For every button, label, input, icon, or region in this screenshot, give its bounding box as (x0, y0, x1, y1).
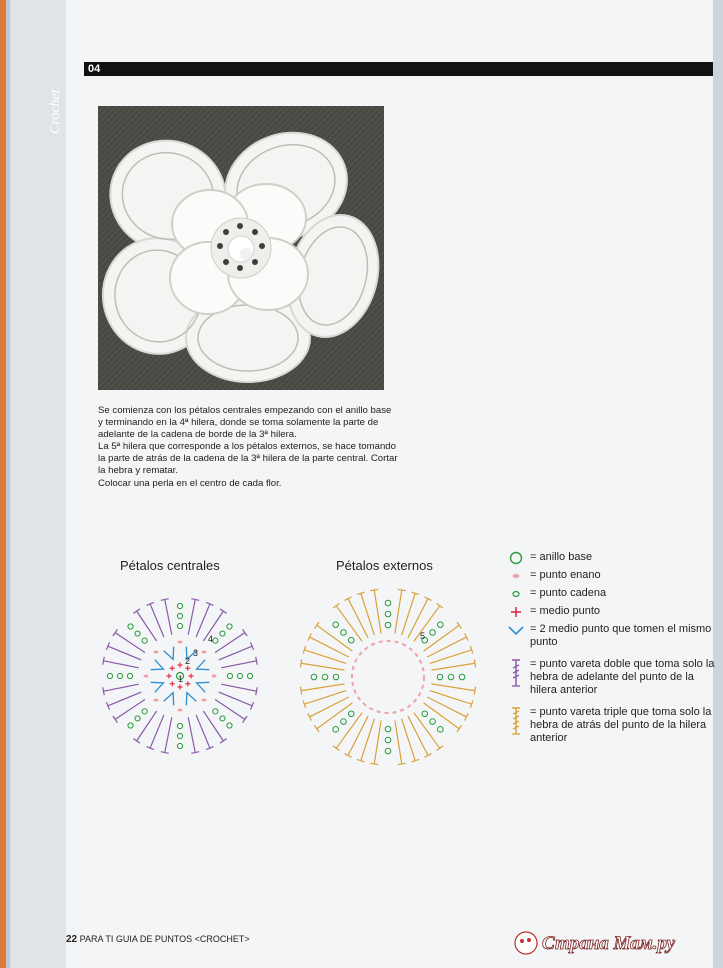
legend-label: = punto vareta triple que toma solo la hebra de atrás del punto de la hilera anterior (530, 706, 712, 744)
double-treble-stitch (219, 692, 252, 706)
chain-icon (177, 623, 182, 628)
external-petals-title: Pétalos externos (336, 558, 433, 573)
legend-label: = punto vareta doble que toma solo la hebra de adelante del punto de la hilera anterior (530, 658, 715, 696)
chain-icon (177, 723, 182, 728)
double-treble-stitch (219, 646, 252, 660)
chain-icon (311, 674, 317, 680)
row-label: 5 (420, 631, 426, 641)
stitch-top-bar (220, 609, 227, 613)
single-crochet-icon (177, 663, 182, 668)
double-treble-stitch (203, 611, 223, 641)
stitch-top-bar (256, 687, 258, 695)
legend-item (506, 605, 716, 618)
increase-icon (151, 682, 164, 692)
chain-icon (385, 622, 391, 628)
stitch-top-bar (436, 603, 442, 608)
stitch-top-bar (436, 746, 442, 751)
chain-icon (117, 673, 122, 678)
flower-photo (98, 106, 384, 390)
double-treble-stitch (108, 646, 141, 660)
stitch-top-bar (474, 659, 475, 667)
stitch-top-bar (314, 725, 319, 731)
stitch-top-bar (161, 599, 169, 601)
chain-icon (422, 711, 428, 717)
chain-icon (220, 716, 225, 721)
triple-treble-stitch (336, 713, 362, 749)
stitch-top-bar (161, 752, 169, 754)
double-treble-stitch (108, 692, 141, 706)
legend-item (506, 569, 716, 582)
legend-label: = medio punto (530, 605, 601, 617)
single-crochet-icon (178, 684, 183, 689)
chain-icon (177, 613, 182, 618)
single-crochet-icon (167, 674, 172, 679)
legend-item (506, 587, 716, 600)
triple-treble-stitch (336, 606, 362, 642)
chain-icon (127, 673, 132, 678)
svg-text:Страна Мам.ру (542, 933, 676, 954)
slip-stitch-icon (178, 708, 183, 711)
triple-treble-stitch (414, 606, 440, 642)
slip-stitch-icon (202, 698, 207, 701)
chain-icon (135, 716, 140, 721)
double-treble-stitch (221, 661, 256, 668)
double-treble-stitch (215, 633, 245, 653)
chain-icon (142, 709, 147, 714)
chain-icon (322, 674, 328, 680)
chain-icon (128, 723, 133, 728)
increase-icon (164, 693, 174, 706)
double-treble-stitch (188, 599, 195, 634)
stitch-top-bar (457, 622, 462, 628)
stitch-top-bar (333, 603, 339, 608)
increase-icon (151, 660, 164, 670)
increase-icon (164, 647, 174, 660)
crochet-flower-image (98, 106, 384, 390)
triple-treble-stitch (317, 703, 353, 729)
legend-label: = punto cadena (530, 587, 607, 599)
chain-icon (227, 624, 232, 629)
stitch-top-bar (243, 629, 247, 636)
increase-icon (197, 682, 210, 692)
stitch-top-bar (457, 725, 462, 731)
chain-icon (437, 674, 443, 680)
page-number: 22 (66, 934, 78, 945)
chain-icon (348, 711, 354, 717)
double-treble-stitch (115, 633, 145, 653)
legend-label: = punto enano (530, 569, 601, 581)
single-crochet-icon (506, 605, 526, 619)
slip-stitch-ring (352, 641, 424, 713)
stitch-top-bar (133, 739, 140, 743)
page-edge (713, 0, 723, 968)
triple-treble-stitch (424, 703, 460, 729)
stitch-top-bar (243, 716, 247, 723)
triple-treble-stitch (374, 720, 381, 763)
stitch-top-bar (300, 659, 301, 667)
side-title: Crochet (48, 89, 63, 134)
stitch-top-bar (398, 589, 406, 590)
slip-stitch-icon (153, 651, 158, 654)
chain-icon (142, 638, 147, 643)
double-treble-stitch (196, 604, 210, 637)
instructions-paragraph: La 5ª hilera que corresponde a los pétalos externos, se hace tomando la parte de atrás de la cadena de la 3ª hilera de la parte central. Cortar la hebra y rematar. (98, 441, 398, 477)
chain-icon (430, 630, 436, 636)
triple-treble-stitch (431, 663, 474, 670)
chain-icon (430, 719, 436, 725)
instructions-paragraph: Colocar una perla en el centro de cada flor. (98, 477, 282, 489)
slip-stitch-icon (201, 650, 206, 653)
site-watermark (512, 928, 712, 956)
publication-name: PARA TI GUIA DE PUNTOS <CROCHET> (79, 934, 250, 944)
single-crochet-icon (185, 681, 190, 686)
stitch-top-bar (103, 657, 105, 665)
triple-treble-stitch (374, 590, 381, 633)
legend-label: = anillo base (530, 551, 593, 563)
single-crochet-icon (185, 666, 190, 671)
chain-icon (459, 674, 465, 680)
instructions-text (98, 405, 398, 490)
chain-icon (348, 637, 354, 643)
central-petals-title: Pétalos centrales (120, 558, 220, 573)
triple-treble-stitch (431, 684, 474, 691)
stitch-top-bar (113, 716, 117, 723)
chain-icon (385, 611, 391, 617)
triple-treble-stitch (301, 684, 344, 691)
stitch-top-bar (191, 599, 199, 601)
stitch-top-bar (370, 763, 378, 764)
legend-item (506, 551, 716, 564)
stitch-top-bar (133, 609, 140, 613)
stitch-top-bar (398, 763, 406, 764)
slip-stitch-icon (506, 569, 526, 583)
stitch-top-bar (191, 752, 199, 754)
chain-icon (220, 631, 225, 636)
double-treble-stitch (150, 715, 164, 748)
single-crochet-icon (188, 673, 193, 678)
chain-icon (213, 638, 218, 643)
triple-treble-stitch (424, 625, 460, 651)
triple-treble-stitch (395, 590, 402, 633)
watermark-suffix: .ру (652, 933, 676, 954)
chain-icon (177, 603, 182, 608)
section-header-bar (84, 62, 713, 76)
ring-icon (506, 551, 526, 565)
chain-icon (385, 748, 391, 754)
slip-stitch-icon (154, 699, 159, 702)
double-treble-stitch (203, 711, 223, 741)
chain-icon (333, 674, 339, 680)
instructions-paragraph: Se comienza con los pétalos centrales empezando con el anillo base y terminando en la 4ª hilera, donde se toma solamente la parte de adelante de la cadena de borde de la 3ª hilera. (98, 405, 392, 441)
chain-icon (506, 587, 526, 601)
chain-icon (385, 600, 391, 606)
chain-icon (135, 631, 140, 636)
double-treble-stitch (188, 717, 195, 752)
double-treble-stitch (137, 611, 157, 641)
chain-icon (177, 733, 182, 738)
chain-icon (177, 743, 182, 748)
chain-icon (438, 622, 444, 628)
stitch-top-bar (103, 687, 105, 695)
legend-item (506, 706, 716, 745)
chain-icon (385, 737, 391, 743)
triple-treble-stitch (414, 713, 440, 749)
row-label: 3 (193, 648, 199, 658)
chain-icon (333, 727, 339, 733)
external-petals-diagram (296, 585, 480, 769)
section-number: 04 (88, 63, 101, 75)
stitch-top-bar (220, 739, 227, 743)
legend-item (506, 658, 716, 697)
stitch-top-bar (314, 622, 319, 628)
increase-icon (506, 623, 526, 637)
symbol-legend (506, 551, 716, 750)
chain-icon (227, 723, 232, 728)
row-label: 2 (185, 656, 191, 666)
chain-icon (237, 673, 242, 678)
chain-icon (227, 673, 232, 678)
chain-icon (213, 709, 218, 714)
increase-icon (197, 660, 210, 670)
triple-treble-stitch (395, 720, 402, 763)
chain-icon (341, 630, 347, 636)
stitch-top-bar (256, 657, 258, 665)
double-treble-stitch (165, 717, 172, 752)
page-footer (66, 934, 250, 945)
chain-icon (438, 727, 444, 733)
single-crochet-icon (170, 666, 175, 671)
double-treble-stitch (221, 684, 256, 691)
stitch-top-bar (370, 589, 378, 590)
single-crochet-icon (170, 681, 175, 686)
central-petals-diagram (96, 590, 268, 766)
double-treble-stitch (103, 661, 138, 668)
stitch-top-bar (300, 687, 301, 695)
double-treble-stitch (165, 599, 172, 634)
chain-icon (341, 719, 347, 725)
double-treble-stitch (150, 604, 164, 637)
chain-icon (448, 674, 454, 680)
double-treble-stitch (137, 711, 157, 741)
slip-stitch-icon (177, 641, 182, 644)
double-treble-stitch (115, 699, 145, 719)
double-treble-stitch (215, 699, 245, 719)
row-label: 1 (178, 674, 184, 684)
slip-stitch-icon (144, 675, 149, 678)
stitch-top-bar (113, 629, 117, 636)
triple-treble-stitch (317, 625, 353, 651)
chain-icon (247, 673, 252, 678)
double-treble-front-icon (506, 658, 526, 688)
legend-item (506, 623, 716, 649)
chain-icon (333, 622, 339, 628)
legend-label: = 2 medio punto que tomen el mismo punto (530, 623, 712, 648)
stitch-top-bar (333, 746, 339, 751)
row-label: 4 (208, 634, 214, 644)
slip-stitch-icon (211, 674, 216, 677)
stitch-top-bar (474, 687, 475, 695)
increase-icon (186, 693, 196, 706)
double-treble-stitch (196, 715, 210, 748)
triple-treble-back-icon (506, 706, 526, 736)
chain-icon (385, 726, 391, 732)
watermark-text: Страна Мам (542, 933, 653, 954)
triple-treble-stitch (301, 663, 344, 670)
chain-icon (128, 624, 133, 629)
binding-stripe-inner (6, 0, 10, 968)
chain-icon (107, 673, 112, 678)
double-treble-stitch (103, 684, 138, 691)
